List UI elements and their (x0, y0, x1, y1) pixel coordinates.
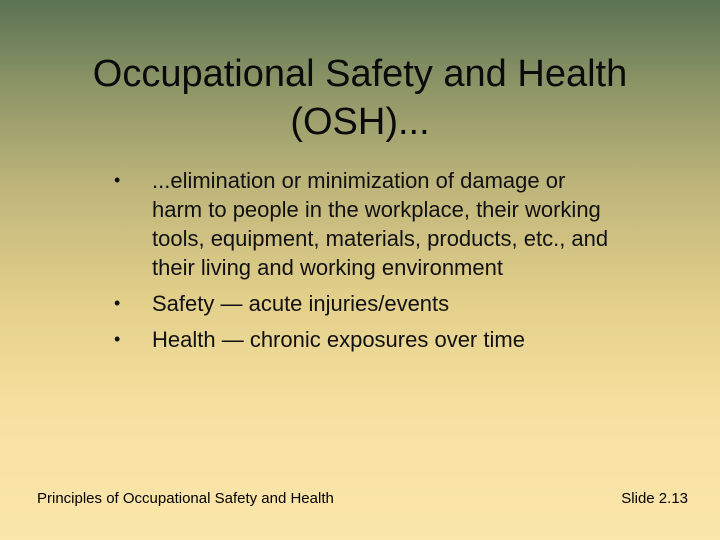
bullet-list (112, 166, 612, 361)
bullet-text: ...elimination or minimization of damage or harm to people in the workplace, their working tools, equipment, materials, products, etc., and their living and working environment (152, 168, 609, 280)
bullet-marker: • (114, 170, 121, 190)
bullet-text: Safety — acute injuries/events (152, 291, 450, 316)
slide-title (40, 50, 680, 146)
slide-title-line-1: Occupational Safety and Health (92, 53, 628, 95)
slide-title-line-2: (OSH)... (290, 101, 430, 143)
bullet-item (112, 289, 612, 318)
bullet-marker: • (114, 329, 121, 349)
footer-slide-number: Slide 2.13 (621, 490, 688, 507)
bullet-text: Health — chronic exposures over time (152, 327, 525, 352)
bullet-marker: • (114, 293, 121, 313)
bullet-item (112, 325, 612, 354)
bullet-item (112, 166, 612, 282)
footer-course-title: Principles of Occupational Safety and Health (37, 490, 334, 507)
